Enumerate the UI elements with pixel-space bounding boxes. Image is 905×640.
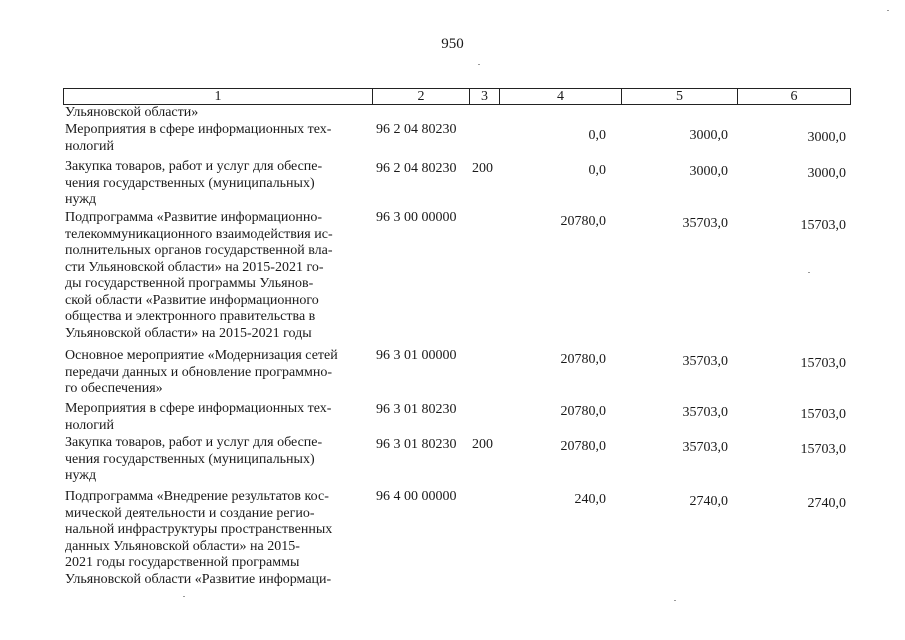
row-value-col4: 20780,0 [560,352,606,367]
row-value-col6: 3000,0 [807,166,846,181]
scan-speck [478,64,480,65]
row-value-col6: 15703,0 [800,407,846,422]
row-description: Ульяновской области» [65,105,199,120]
scan-speck [887,10,889,11]
header-col-6: 6 [790,89,798,104]
row-value-col4: 20780,0 [560,214,606,229]
row-value-col6: 3000,0 [807,130,846,145]
row-description: Подпрограмма «Развитие информационно- телекоммуникационного взаимодействия ис- полнительных органов государственной вла- сти Ульяновской области» на 2015-2021 го- ды государственной программы Ульянов- ской области «Развитие информационного общества и электронного правительства в Ульяновской области» на 2015-2021 годы [65,210,333,341]
header-col-3: 3 [470,89,500,104]
header-col-4: 4 [500,89,622,104]
row-value-col4: 0,0 [588,128,606,143]
row-value-col4: 240,0 [574,492,606,507]
row-value-col6: 15703,0 [800,356,846,371]
row-value-col4: 20780,0 [560,404,606,419]
row-value-col6: 2740,0 [807,496,846,511]
header-col-2: 2 [373,89,470,104]
scan-speck [183,596,185,597]
row-target-code: 96 3 01 00000 [376,348,457,363]
row-value-col6: 15703,0 [800,218,846,233]
row-expense-type: 200 [472,437,493,452]
row-target-code: 96 2 04 80230 [376,122,457,137]
row-value-col5: 35703,0 [682,216,728,231]
scan-speck [808,272,810,273]
row-expense-type: 200 [472,161,493,176]
row-value-col6: 15703,0 [800,442,846,457]
row-description: Закупка товаров, работ и услуг для обеспе- чения государственных (муниципальных) нужд [65,159,323,207]
row-value-col4: 0,0 [588,163,606,178]
row-target-code: 96 3 01 80230 [376,437,457,452]
row-value-col5: 35703,0 [682,440,728,455]
scan-speck [674,600,676,601]
row-target-code: 96 4 00 00000 [376,489,457,504]
row-description: Закупка товаров, работ и услуг для обеспе- чения государственных (муниципальных) нужд [65,435,323,483]
page-number: 950 [441,36,464,52]
row-target-code: 96 3 01 80230 [376,402,457,417]
row-description: Мероприятия в сфере информационных тех- нологий [65,401,332,433]
row-value-col5: 2740,0 [689,494,728,509]
row-value-col5: 35703,0 [682,354,728,369]
row-target-code: 96 3 00 00000 [376,210,457,225]
row-target-code: 96 2 04 80230 [376,161,457,176]
header-col-5: 5 [622,89,738,104]
header-col-1: 1 [64,89,373,104]
row-description: Подпрограмма «Внедрение результатов кос- мической деятельности и создание регио- нальной инфраструктуры пространственных данных Ульяновской области» на 2015- 2021 годы государственной программы Ульяновской области «Развитие информаци- [65,489,333,587]
row-value-col5: 3000,0 [689,128,728,143]
row-value-col5: 35703,0 [682,405,728,420]
row-value-col4: 20780,0 [560,439,606,454]
row-description: Основное мероприятие «Модернизация сетей передачи данных и обновление программно- го обеспечения» [65,348,338,396]
row-description: Мероприятия в сфере информационных тех- нологий [65,122,332,154]
row-value-col5: 3000,0 [689,164,728,179]
